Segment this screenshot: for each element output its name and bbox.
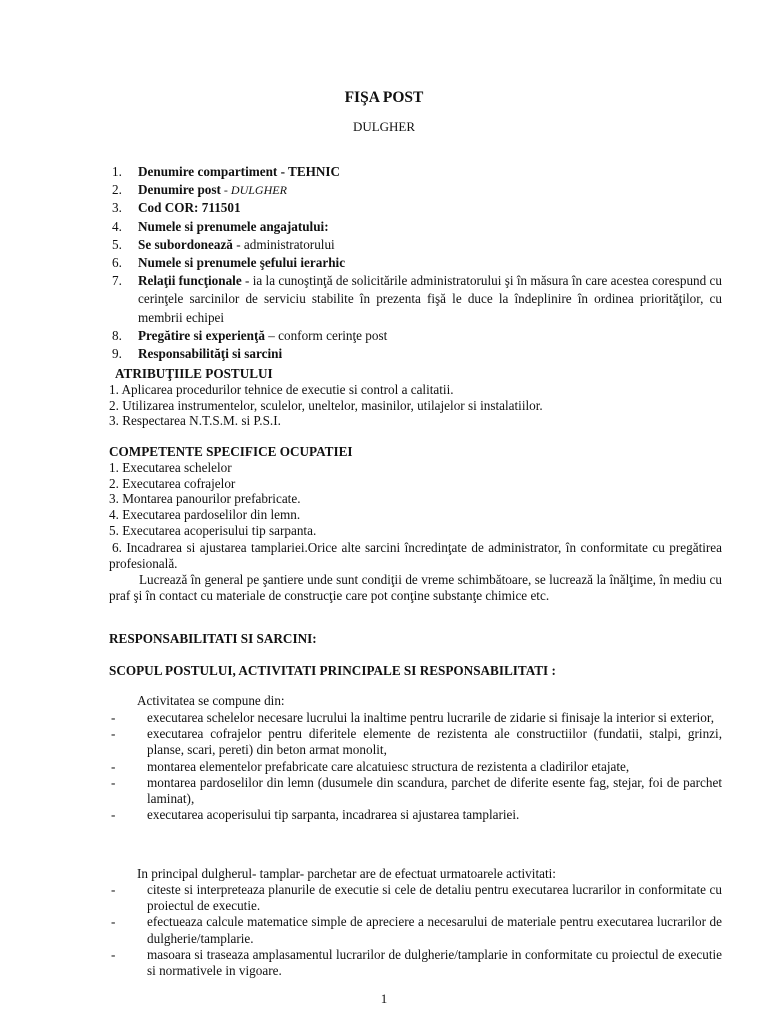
competente-item: 4. Executarea pardoselilor din lemn. [109,507,301,523]
competente-item: 3. Montarea panourilor prefabricate. [109,491,301,507]
numbered-item-5: 5. Se subordonează - administratorului [112,236,335,252]
competente-section [109,444,722,539]
document-subtitle: DULGHER [352,119,416,134]
principal-item: - masoara si traseaza amplasamentul lucrarilor de dulgherie/tamplarie in conformitate cu proiectul de executie si normativele in vigoare. [111,946,722,979]
competente-list [109,460,722,539]
principal-intro: In principal dulgherul- tamplar- parchetar are de efectuat urmatoarele activitati: [137,866,556,881]
atributii-item: 2. Utilizarea instrumentelor, sculelor, uneltelor, masinilor, utilajelor si instalatiilor. [109,397,543,413]
numbered-list [112,163,722,363]
numbered-item-3: 3. Cod COR: 711501 [112,200,241,216]
scop-heading: SCOPUL POSTULUI, ACTIVITATI PRINCIPALE SI RESPONSABILITATI : [109,663,556,678]
conditii-paragraph: Lucrează în general pe şantiere unde sunt condiţii de vreme schimbătoare, se lucrează la înălţime, în mediu cu praf şi în contact cu materiale de construcţie care pot conţine substanţe chimice etc. [109,572,722,603]
competente-item: 5. Executarea acoperisului tip sarpanta. [109,522,317,538]
numbered-item-9: 9. Responsabilităţi si sarcini [112,346,283,362]
numbered-item-6: 6. Numele si prenumele şefului ierarhic [112,255,346,271]
activitate-item: - montarea elementelor prefabricate care alcatuiesc structura de rezistenta a cladirilor etajate, [111,758,630,774]
atributii-heading: ATRIBUŢIILE POSTULUI [115,366,273,381]
principal-list [111,882,722,979]
numbered-item-2: 2. Denumire post - DULGHER [112,182,287,198]
resp-heading: RESPONSABILITATI SI SARCINI: [109,631,317,646]
numbered-item-8: 8. Pregătire si experienţă – conform cerinţe post [112,327,388,343]
numbered-item-7: 7. Relaţii funcţionale - ia la cunoştinţă de solicitările administratorului şi în măsura în care acestea corespund cu cerinţele sarcinilor de serviciu stabilite în prezenta fişă le duce la îndeplinire în ordinea priorităţilor, cu membrii echipei [112,273,722,325]
activitati-list [111,710,722,823]
activitatea-intro: Activitatea se compune din: [137,693,285,708]
principal-item: - citeste si interpreteaza planurile de executie si cele de detaliu pentru executarea lucrarilor in conformitate cu proiectul de executie. [111,882,722,914]
activitate-item: - executarea schelelor necesare lucrului la inaltime pentru lucrarile de zidarie si finisaje la interior si exterior, [111,710,714,725]
atributii-item: 3. Respectarea N.T.S.M. si P.S.I. [109,413,281,429]
competente-heading: COMPETENTE SPECIFICE OCUPATIEI [109,444,353,459]
document-title: FIŞA POST [344,89,424,106]
page-number: 1 [380,991,388,1006]
competente-item: 1. Executarea schelelor [109,459,232,475]
competente-item: 2. Executarea cofrajelor [109,475,236,491]
atributii-section [109,366,722,429]
activitate-item: - executarea cofrajelor pentru diferitele elemente de rezistenta ale constructiilor (fundatii, stalpi, grinzi, planse, scari, pereti) din beton armat monolit, [111,726,722,758]
numbered-item-1: 1. Denumire compartiment - TEHNIC [112,164,341,179]
numbered-item-4: 4. Numele si prenumele angajatului: [112,218,329,234]
activitate-item: - montarea pardoselilor din lemn (dusumele din scandura, parchet de diferite esente fag, stejar, foi de parchet laminat), [111,774,722,807]
competente-item-6: 6. Incadrarea si ajustarea tamplariei.Orice alte sarcini încredinţate de administrator, în conformitate cu pregătirea profesională. [109,540,722,571]
principal-item: - efectueaza calcule matematice simple de apreciere a necesarului de materiale pentru executarea lucrarilor de dulgherie/tamplarie. [111,914,722,946]
activitate-item: - executarea acoperisului tip sarpanta, incadrarea si ajustarea tamplariei. [111,807,520,823]
atributii-item: 1. Aplicarea procedurilor tehnice de executie si control a calitatii. [109,381,454,397]
